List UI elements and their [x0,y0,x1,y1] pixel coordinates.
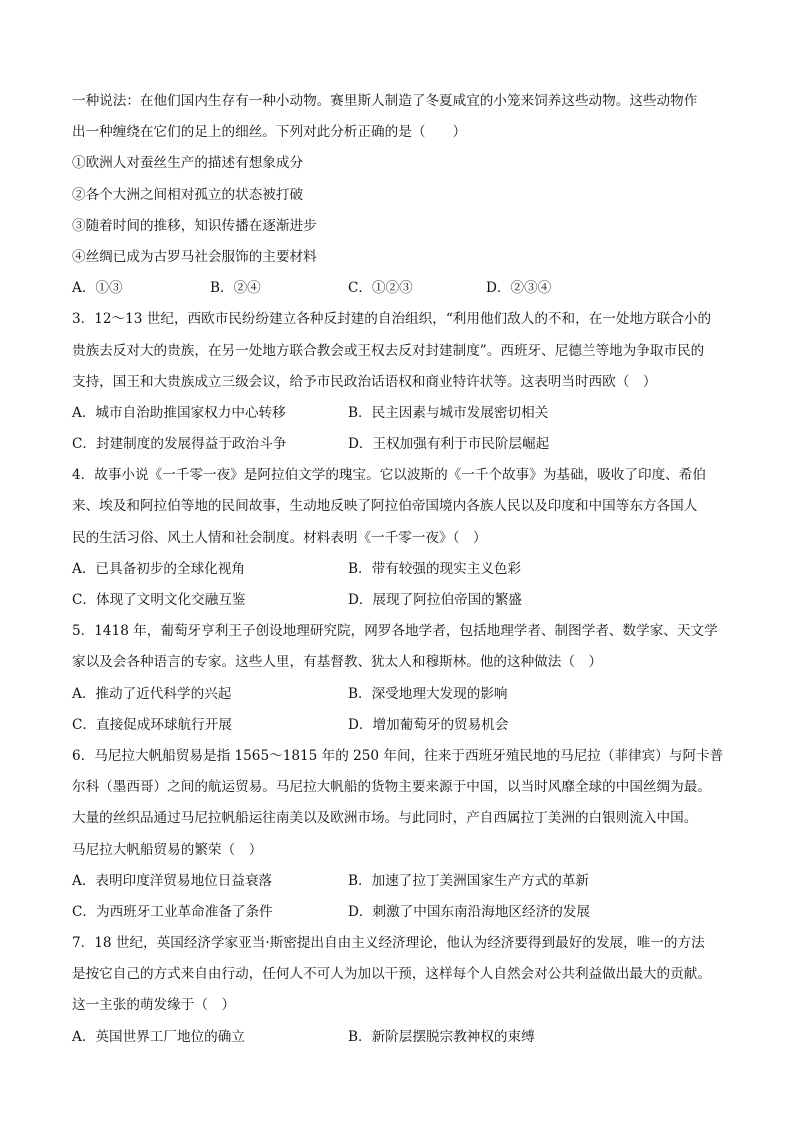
option-d: D．刺激了中国东南沿海地区经济的发展 [348,903,590,920]
options-row [72,585,732,616]
question-stem-line: 马尼拉大帆船贸易的繁荣（ ） [72,841,263,858]
option-d: D．增加葡萄牙的贸易机会 [348,716,509,733]
question-stem-line: 来、埃及和阿拉伯等地的民间故事，生动地反映了阿拉伯帝国境内各族人民以及印度和中国等东方各国人 [72,498,698,515]
option-b: B．带有较强的现实主义色彩 [348,560,522,577]
option-d: D．展现了阿拉伯帝国的繁盛 [348,592,523,608]
option-a: A．英国世界工厂地位的确立 [72,1028,245,1045]
option-b: B．深受地理大发现的影响 [348,685,508,702]
question-stem-line: 出一种缠绕在它们的足上的细丝。下列对此分析正确的是（ ） [72,124,467,141]
question-stem-line: 7．18 世纪，英国经济学家亚当·斯密提出自由主义经济理论，他认为经济要得到最好的发展，唯一的方法 [72,935,705,952]
question-3 [72,304,732,460]
question-stem-line: 支持，国王和大贵族成立三级会议，给予市民政治话语权和商业特许状等。这表明当时西欧（ ） [72,373,657,390]
question-2 [72,86,732,304]
question-4 [72,460,732,616]
question-stem-line: 这一主张的萌发缘于（ ） [72,997,236,1014]
question-stem-line: 家以及会各种语言的专家。这些人里，有基督教、犹太人和穆斯林。他的这种做法（ ） [72,654,603,671]
options-row [72,429,732,460]
option-b: B．加速了拉丁美洲国家生产方式的革新 [348,872,590,889]
option-c: C．体现了文明文化交融互鉴 [72,592,246,608]
option-b: B．新阶层摆脱宗教神权的束缚 [348,1028,535,1045]
question-stem-line: 5．1418 年，葡萄牙亨利王子创设地理研究院，网罗各地学者，包括地理学者、制图学者、数学家、天文学 [72,623,718,640]
statement-1: ①欧洲人对蚕丝生产的描述有想象成分 [72,155,304,172]
question-5 [72,616,732,741]
question-stem-line: 民的生活习俗、风土人情和社会制度。材料表明《一千零一夜》（ ） [72,529,487,546]
options-row [72,554,732,585]
question-stem-line: 6．马尼拉大帆船贸易是指 1565～1815 年的 250 年间，往来于西班牙殖民地的马尼拉（菲律宾）与阿卡普 [72,747,724,764]
option-d: D．王权加强有利于市民阶层崛起 [348,436,550,453]
question-stem-line: 尔科（墨西哥）之间的航运贸易。马尼拉大帆船的货物主要来源于中国，以当时风靡全球的中国丝绸为最。 [72,779,711,796]
options-row [72,866,732,897]
options-row [72,1022,732,1053]
options-row [72,679,732,710]
option-d: D．②③④ [486,280,552,297]
question-stem-line: 3．12～13 世纪，西欧市民纷纷建立各种反封建的自治组织，“利用他们敌人的不和，在一处地方联合小的 [72,311,712,328]
option-a: A．推动了近代科学的兴起 [72,685,232,702]
option-c: C．封建制度的发展得益于政治斗争 [72,436,287,453]
statement-2: ②各个大洲之间相对孤立的状态被打破 [72,186,304,203]
option-b: B．②④ [210,280,261,297]
exam-page [72,86,732,1053]
question-stem-line: 一种说法：在他们国内生存有一种小动物。赛里斯人制造了冬夏咸宜的小笼来饲养这些动物。这些动物作 [72,93,698,109]
question-stem-line: 大量的丝织品通过马尼拉帆船运往南美以及欧洲市场。与此同时，产自西属拉丁美洲的白银则流入中国。 [72,810,698,827]
option-a: A．城市自治助推国家权力中心转移 [72,404,286,421]
options-row [72,273,732,304]
statement-4: ④丝绸已成为古罗马社会服饰的主要材料 [72,248,317,265]
statement-3: ③随着时间的推移，知识传播在逐渐进步 [72,217,317,234]
option-a: A．表明印度洋贸易地位日益衰落 [72,872,273,889]
option-c: C．①②③ [348,280,413,297]
question-6 [72,741,732,928]
question-7 [72,928,732,1053]
question-stem-line: 4．故事小说《一千零一夜》是阿拉伯文学的瑰宝。它以波斯的《一千个故事》为基础，吸收了印度、希伯 [72,467,706,484]
option-a: A．已具备初步的全球化视角 [72,560,245,577]
options-row [72,710,732,741]
option-c: C．为西班牙工业革命准备了条件 [72,903,273,920]
options-row [72,897,732,928]
question-stem-line: 是按它自己的方式来自由行动，任何人不可人为加以干预，这样每个人自然会对公共利益做出最大的贡献。 [72,966,711,983]
option-b: B．民主因素与城市发展密切相关 [348,404,549,421]
option-c: C．直接促成环球航行开展 [72,716,232,733]
question-stem-line: 贵族去反对大的贵族，在另一处地方联合教会或王权去反对封建制度”。西班牙、尼德兰等地为争取市民的 [72,342,705,359]
option-a: A．①③ [72,280,123,297]
options-row [72,398,732,429]
